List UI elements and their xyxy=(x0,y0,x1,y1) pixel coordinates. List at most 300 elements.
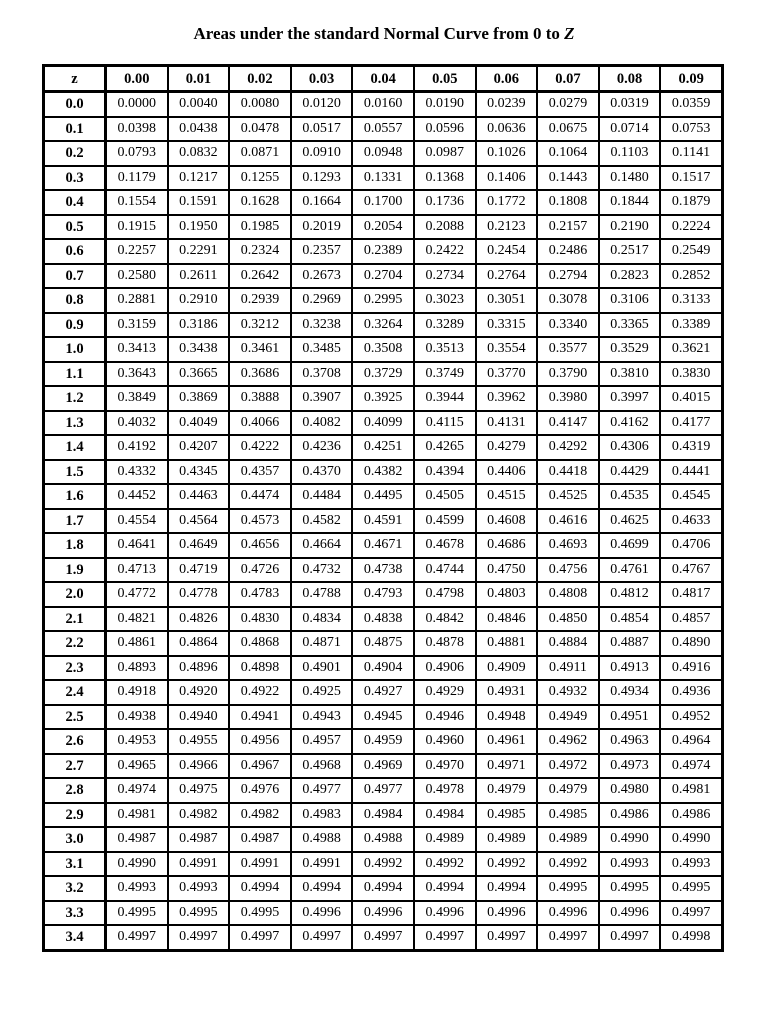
area-value-cell: 0.2764 xyxy=(476,264,538,289)
area-value-cell: 0.4952 xyxy=(660,705,722,730)
area-value-cell: 0.1141 xyxy=(660,141,722,166)
z-value-cell: 2.0 xyxy=(44,582,106,607)
area-value-cell: 0.4943 xyxy=(291,705,353,730)
area-value-cell: 0.4946 xyxy=(414,705,476,730)
area-value-cell: 0.4625 xyxy=(599,509,661,534)
z-value-cell: 1.7 xyxy=(44,509,106,534)
area-value-cell: 0.0987 xyxy=(414,141,476,166)
area-value-cell: 0.3944 xyxy=(414,386,476,411)
area-value-cell: 0.0636 xyxy=(476,117,538,142)
z-value-cell: 1.0 xyxy=(44,337,106,362)
z-value-cell: 0.2 xyxy=(44,141,106,166)
area-value-cell: 0.0753 xyxy=(660,117,722,142)
area-value-cell: 0.4808 xyxy=(537,582,599,607)
z-value-cell: 2.8 xyxy=(44,778,106,803)
area-value-cell: 0.4838 xyxy=(352,607,414,632)
area-value-cell: 0.4997 xyxy=(291,925,353,950)
area-value-cell: 0.3289 xyxy=(414,313,476,338)
area-value-cell: 0.1554 xyxy=(106,190,168,215)
area-value-cell: 0.1879 xyxy=(660,190,722,215)
table-row xyxy=(44,754,722,779)
z-column-header: z xyxy=(44,66,106,92)
z-value-cell: 3.1 xyxy=(44,852,106,877)
area-value-cell: 0.4082 xyxy=(291,411,353,436)
area-value-cell: 0.1664 xyxy=(291,190,353,215)
z-value-cell: 0.8 xyxy=(44,288,106,313)
area-value-cell: 0.4994 xyxy=(291,876,353,901)
area-value-cell: 0.4934 xyxy=(599,680,661,705)
table-row xyxy=(44,239,722,264)
area-value-cell: 0.4525 xyxy=(537,484,599,509)
area-value-cell: 0.4991 xyxy=(168,852,230,877)
area-value-cell: 0.4909 xyxy=(476,656,538,681)
area-value-cell: 0.4974 xyxy=(660,754,722,779)
z-value-cell: 0.5 xyxy=(44,215,106,240)
z-value-cell: 2.7 xyxy=(44,754,106,779)
table-body xyxy=(44,92,722,950)
area-value-cell: 0.3212 xyxy=(229,313,291,338)
area-value-cell: 0.0948 xyxy=(352,141,414,166)
area-value-cell: 0.3264 xyxy=(352,313,414,338)
area-value-cell: 0.4817 xyxy=(660,582,722,607)
area-value-cell: 0.4066 xyxy=(229,411,291,436)
area-value-cell: 0.0239 xyxy=(476,92,538,117)
area-value-cell: 0.3830 xyxy=(660,362,722,387)
area-value-cell: 0.4474 xyxy=(229,484,291,509)
z-value-cell: 0.9 xyxy=(44,313,106,338)
area-value-cell: 0.1331 xyxy=(352,166,414,191)
z-value-cell: 3.0 xyxy=(44,827,106,852)
z-value-cell: 2.3 xyxy=(44,656,106,681)
column-header: 0.00 xyxy=(106,66,168,92)
area-value-cell: 0.4793 xyxy=(352,582,414,607)
area-value-cell: 0.4997 xyxy=(537,925,599,950)
area-value-cell: 0.1915 xyxy=(106,215,168,240)
area-value-cell: 0.4995 xyxy=(660,876,722,901)
area-value-cell: 0.4996 xyxy=(291,901,353,926)
area-value-cell: 0.4582 xyxy=(291,509,353,534)
z-value-cell: 0.4 xyxy=(44,190,106,215)
area-value-cell: 0.0596 xyxy=(414,117,476,142)
area-value-cell: 0.3413 xyxy=(106,337,168,362)
area-value-cell: 0.0319 xyxy=(599,92,661,117)
area-value-cell: 0.4591 xyxy=(352,509,414,534)
area-value-cell: 0.4649 xyxy=(168,533,230,558)
area-value-cell: 0.2486 xyxy=(537,239,599,264)
area-value-cell: 0.0000 xyxy=(106,92,168,117)
area-value-cell: 0.1064 xyxy=(537,141,599,166)
z-value-cell: 1.8 xyxy=(44,533,106,558)
area-value-cell: 0.4821 xyxy=(106,607,168,632)
area-value-cell: 0.4996 xyxy=(352,901,414,926)
area-value-cell: 0.4382 xyxy=(352,460,414,485)
area-value-cell: 0.4989 xyxy=(537,827,599,852)
area-value-cell: 0.3508 xyxy=(352,337,414,362)
area-value-cell: 0.4969 xyxy=(352,754,414,779)
page-title xyxy=(0,24,768,44)
area-value-cell: 0.4871 xyxy=(291,631,353,656)
column-header: 0.09 xyxy=(660,66,722,92)
area-value-cell: 0.4778 xyxy=(168,582,230,607)
area-value-cell: 0.4898 xyxy=(229,656,291,681)
area-value-cell: 0.4394 xyxy=(414,460,476,485)
area-value-cell: 0.1217 xyxy=(168,166,230,191)
table-row xyxy=(44,533,722,558)
z-value-cell: 2.4 xyxy=(44,680,106,705)
area-value-cell: 0.4599 xyxy=(414,509,476,534)
area-value-cell: 0.4664 xyxy=(291,533,353,558)
table-row xyxy=(44,313,722,338)
area-value-cell: 0.4970 xyxy=(414,754,476,779)
area-value-cell: 0.2157 xyxy=(537,215,599,240)
z-value-cell: 2.1 xyxy=(44,607,106,632)
area-value-cell: 0.4906 xyxy=(414,656,476,681)
area-value-cell: 0.4990 xyxy=(106,852,168,877)
area-value-cell: 0.4633 xyxy=(660,509,722,534)
area-value-cell: 0.4993 xyxy=(599,852,661,877)
area-value-cell: 0.3159 xyxy=(106,313,168,338)
area-value-cell: 0.4564 xyxy=(168,509,230,534)
area-value-cell: 0.4608 xyxy=(476,509,538,534)
area-value-cell: 0.4966 xyxy=(168,754,230,779)
area-value-cell: 0.4920 xyxy=(168,680,230,705)
column-header: 0.03 xyxy=(291,66,353,92)
column-header: 0.01 xyxy=(168,66,230,92)
area-value-cell: 0.2357 xyxy=(291,239,353,264)
table-row xyxy=(44,92,722,117)
area-value-cell: 0.1736 xyxy=(414,190,476,215)
area-value-cell: 0.4854 xyxy=(599,607,661,632)
area-value-cell: 0.4992 xyxy=(476,852,538,877)
area-value-cell: 0.4357 xyxy=(229,460,291,485)
area-value-cell: 0.4962 xyxy=(537,729,599,754)
area-value-cell: 0.4901 xyxy=(291,656,353,681)
area-value-cell: 0.2224 xyxy=(660,215,722,240)
area-value-cell: 0.2190 xyxy=(599,215,661,240)
title-variable: Z xyxy=(564,24,575,43)
area-value-cell: 0.4922 xyxy=(229,680,291,705)
area-value-cell: 0.4505 xyxy=(414,484,476,509)
area-value-cell: 0.3621 xyxy=(660,337,722,362)
area-value-cell: 0.0714 xyxy=(599,117,661,142)
area-value-cell: 0.4265 xyxy=(414,435,476,460)
area-value-cell: 0.4429 xyxy=(599,460,661,485)
area-value-cell: 0.3790 xyxy=(537,362,599,387)
table-row xyxy=(44,362,722,387)
table-row xyxy=(44,117,722,142)
area-value-cell: 0.4986 xyxy=(660,803,722,828)
area-value-cell: 0.1700 xyxy=(352,190,414,215)
area-value-cell: 0.2123 xyxy=(476,215,538,240)
area-value-cell: 0.3665 xyxy=(168,362,230,387)
area-value-cell: 0.4772 xyxy=(106,582,168,607)
area-value-cell: 0.0832 xyxy=(168,141,230,166)
area-value-cell: 0.4986 xyxy=(599,803,661,828)
area-value-cell: 0.4738 xyxy=(352,558,414,583)
area-value-cell: 0.4985 xyxy=(476,803,538,828)
area-value-cell: 0.4834 xyxy=(291,607,353,632)
z-value-cell: 0.7 xyxy=(44,264,106,289)
area-value-cell: 0.4441 xyxy=(660,460,722,485)
column-header: 0.05 xyxy=(414,66,476,92)
area-value-cell: 0.4994 xyxy=(229,876,291,901)
area-value-cell: 0.2580 xyxy=(106,264,168,289)
area-value-cell: 0.4162 xyxy=(599,411,661,436)
area-value-cell: 0.4995 xyxy=(168,901,230,926)
area-value-cell: 0.4693 xyxy=(537,533,599,558)
area-value-cell: 0.1406 xyxy=(476,166,538,191)
area-value-cell: 0.4998 xyxy=(660,925,722,950)
area-value-cell: 0.4984 xyxy=(352,803,414,828)
area-value-cell: 0.4726 xyxy=(229,558,291,583)
area-value-cell: 0.4032 xyxy=(106,411,168,436)
area-value-cell: 0.4890 xyxy=(660,631,722,656)
area-value-cell: 0.4997 xyxy=(352,925,414,950)
area-value-cell: 0.4990 xyxy=(599,827,661,852)
area-value-cell: 0.1368 xyxy=(414,166,476,191)
area-value-cell: 0.4535 xyxy=(599,484,661,509)
area-value-cell: 0.4973 xyxy=(599,754,661,779)
area-value-cell: 0.2939 xyxy=(229,288,291,313)
area-value-cell: 0.4987 xyxy=(106,827,168,852)
area-value-cell: 0.0517 xyxy=(291,117,353,142)
area-value-cell: 0.4995 xyxy=(537,876,599,901)
area-value-cell: 0.4993 xyxy=(660,852,722,877)
area-value-cell: 0.0120 xyxy=(291,92,353,117)
area-value-cell: 0.3315 xyxy=(476,313,538,338)
area-value-cell: 0.0557 xyxy=(352,117,414,142)
area-value-cell: 0.4916 xyxy=(660,656,722,681)
area-value-cell: 0.3643 xyxy=(106,362,168,387)
area-value-cell: 0.4545 xyxy=(660,484,722,509)
area-value-cell: 0.2995 xyxy=(352,288,414,313)
header-row xyxy=(44,66,722,92)
z-value-cell: 3.4 xyxy=(44,925,106,950)
area-value-cell: 0.1950 xyxy=(168,215,230,240)
column-header: 0.07 xyxy=(537,66,599,92)
area-value-cell: 0.4452 xyxy=(106,484,168,509)
area-value-cell: 0.4719 xyxy=(168,558,230,583)
area-value-cell: 0.4974 xyxy=(106,778,168,803)
area-value-cell: 0.3925 xyxy=(352,386,414,411)
area-value-cell: 0.4992 xyxy=(537,852,599,877)
area-value-cell: 0.3577 xyxy=(537,337,599,362)
area-value-cell: 0.4996 xyxy=(414,901,476,926)
area-value-cell: 0.4732 xyxy=(291,558,353,583)
table-row xyxy=(44,582,722,607)
area-value-cell: 0.4963 xyxy=(599,729,661,754)
table-row xyxy=(44,852,722,877)
area-value-cell: 0.2611 xyxy=(168,264,230,289)
area-value-cell: 0.4997 xyxy=(229,925,291,950)
area-value-cell: 0.4992 xyxy=(414,852,476,877)
area-value-cell: 0.3438 xyxy=(168,337,230,362)
area-value-cell: 0.4987 xyxy=(168,827,230,852)
table-row xyxy=(44,288,722,313)
column-header: 0.02 xyxy=(229,66,291,92)
area-value-cell: 0.3078 xyxy=(537,288,599,313)
table-row xyxy=(44,484,722,509)
area-value-cell: 0.4788 xyxy=(291,582,353,607)
area-value-cell: 0.4904 xyxy=(352,656,414,681)
area-value-cell: 0.4988 xyxy=(352,827,414,852)
area-value-cell: 0.3186 xyxy=(168,313,230,338)
area-value-cell: 0.1026 xyxy=(476,141,538,166)
area-value-cell: 0.4941 xyxy=(229,705,291,730)
area-value-cell: 0.4961 xyxy=(476,729,538,754)
area-value-cell: 0.0675 xyxy=(537,117,599,142)
area-value-cell: 0.4881 xyxy=(476,631,538,656)
area-value-cell: 0.3389 xyxy=(660,313,722,338)
area-value-cell: 0.4099 xyxy=(352,411,414,436)
area-value-cell: 0.2088 xyxy=(414,215,476,240)
area-value-cell: 0.4997 xyxy=(476,925,538,950)
area-value-cell: 0.1591 xyxy=(168,190,230,215)
area-value-cell: 0.2054 xyxy=(352,215,414,240)
area-value-cell: 0.4826 xyxy=(168,607,230,632)
area-value-cell: 0.4192 xyxy=(106,435,168,460)
area-value-cell: 0.3023 xyxy=(414,288,476,313)
area-value-cell: 0.4911 xyxy=(537,656,599,681)
area-value-cell: 0.4997 xyxy=(168,925,230,950)
area-value-cell: 0.4893 xyxy=(106,656,168,681)
area-value-cell: 0.4332 xyxy=(106,460,168,485)
area-value-cell: 0.4370 xyxy=(291,460,353,485)
area-value-cell: 0.3729 xyxy=(352,362,414,387)
area-value-cell: 0.4989 xyxy=(476,827,538,852)
area-value-cell: 0.1808 xyxy=(537,190,599,215)
area-value-cell: 0.1293 xyxy=(291,166,353,191)
area-value-cell: 0.4936 xyxy=(660,680,722,705)
area-value-cell: 0.2019 xyxy=(291,215,353,240)
area-value-cell: 0.4984 xyxy=(414,803,476,828)
area-value-cell: 0.3810 xyxy=(599,362,661,387)
area-value-cell: 0.4979 xyxy=(537,778,599,803)
table-row xyxy=(44,435,722,460)
table-row xyxy=(44,190,722,215)
title-text: Areas under the standard Normal Curve from 0 to xyxy=(193,24,560,43)
table-row xyxy=(44,166,722,191)
z-value-cell: 1.2 xyxy=(44,386,106,411)
table-row xyxy=(44,558,722,583)
area-value-cell: 0.1443 xyxy=(537,166,599,191)
area-value-cell: 0.2291 xyxy=(168,239,230,264)
z-value-cell: 2.9 xyxy=(44,803,106,828)
area-value-cell: 0.4997 xyxy=(106,925,168,950)
area-value-cell: 0.0478 xyxy=(229,117,291,142)
area-value-cell: 0.4968 xyxy=(291,754,353,779)
area-value-cell: 0.3365 xyxy=(599,313,661,338)
area-value-cell: 0.3849 xyxy=(106,386,168,411)
z-value-cell: 2.2 xyxy=(44,631,106,656)
area-value-cell: 0.4049 xyxy=(168,411,230,436)
area-value-cell: 0.4960 xyxy=(414,729,476,754)
z-table xyxy=(42,64,724,952)
area-value-cell: 0.4641 xyxy=(106,533,168,558)
area-value-cell: 0.4982 xyxy=(168,803,230,828)
table-row xyxy=(44,337,722,362)
area-value-cell: 0.4964 xyxy=(660,729,722,754)
area-value-cell: 0.4993 xyxy=(106,876,168,901)
area-value-cell: 0.4940 xyxy=(168,705,230,730)
z-value-cell: 0.1 xyxy=(44,117,106,142)
area-value-cell: 0.2642 xyxy=(229,264,291,289)
area-value-cell: 0.4957 xyxy=(291,729,353,754)
area-value-cell: 0.4850 xyxy=(537,607,599,632)
area-value-cell: 0.4996 xyxy=(599,901,661,926)
area-value-cell: 0.4918 xyxy=(106,680,168,705)
area-value-cell: 0.0040 xyxy=(168,92,230,117)
area-value-cell: 0.4857 xyxy=(660,607,722,632)
area-value-cell: 0.2881 xyxy=(106,288,168,313)
area-value-cell: 0.4756 xyxy=(537,558,599,583)
area-value-cell: 0.4981 xyxy=(660,778,722,803)
area-value-cell: 0.4945 xyxy=(352,705,414,730)
area-value-cell: 0.2969 xyxy=(291,288,353,313)
area-value-cell: 0.4996 xyxy=(537,901,599,926)
area-value-cell: 0.4761 xyxy=(599,558,661,583)
area-value-cell: 0.4115 xyxy=(414,411,476,436)
area-value-cell: 0.1628 xyxy=(229,190,291,215)
area-value-cell: 0.1985 xyxy=(229,215,291,240)
area-value-cell: 0.3962 xyxy=(476,386,538,411)
area-value-cell: 0.3106 xyxy=(599,288,661,313)
area-value-cell: 0.4932 xyxy=(537,680,599,705)
area-value-cell: 0.3869 xyxy=(168,386,230,411)
area-value-cell: 0.3340 xyxy=(537,313,599,338)
area-value-cell: 0.4207 xyxy=(168,435,230,460)
area-value-cell: 0.3888 xyxy=(229,386,291,411)
table-row xyxy=(44,509,722,534)
area-value-cell: 0.4985 xyxy=(537,803,599,828)
z-value-cell: 1.1 xyxy=(44,362,106,387)
area-value-cell: 0.4995 xyxy=(106,901,168,926)
column-header: 0.08 xyxy=(599,66,661,92)
area-value-cell: 0.4319 xyxy=(660,435,722,460)
column-header: 0.04 xyxy=(352,66,414,92)
area-value-cell: 0.4971 xyxy=(476,754,538,779)
area-value-cell: 0.4956 xyxy=(229,729,291,754)
area-value-cell: 0.4236 xyxy=(291,435,353,460)
area-value-cell: 0.2910 xyxy=(168,288,230,313)
area-value-cell: 0.4925 xyxy=(291,680,353,705)
area-value-cell: 0.4975 xyxy=(168,778,230,803)
area-value-cell: 0.4616 xyxy=(537,509,599,534)
area-value-cell: 0.4656 xyxy=(229,533,291,558)
z-value-cell: 0.3 xyxy=(44,166,106,191)
area-value-cell: 0.3907 xyxy=(291,386,353,411)
area-value-cell: 0.4931 xyxy=(476,680,538,705)
area-value-cell: 0.3529 xyxy=(599,337,661,362)
area-value-cell: 0.4812 xyxy=(599,582,661,607)
z-value-cell: 2.6 xyxy=(44,729,106,754)
area-value-cell: 0.4995 xyxy=(599,876,661,901)
z-value-cell: 1.5 xyxy=(44,460,106,485)
table-row xyxy=(44,680,722,705)
area-value-cell: 0.4830 xyxy=(229,607,291,632)
area-value-cell: 0.2517 xyxy=(599,239,661,264)
area-value-cell: 0.4990 xyxy=(660,827,722,852)
area-value-cell: 0.4997 xyxy=(414,925,476,950)
area-value-cell: 0.4959 xyxy=(352,729,414,754)
table-row xyxy=(44,386,722,411)
area-value-cell: 0.4997 xyxy=(599,925,661,950)
area-value-cell: 0.2324 xyxy=(229,239,291,264)
area-value-cell: 0.4678 xyxy=(414,533,476,558)
area-value-cell: 0.4913 xyxy=(599,656,661,681)
table-row xyxy=(44,631,722,656)
area-value-cell: 0.4842 xyxy=(414,607,476,632)
